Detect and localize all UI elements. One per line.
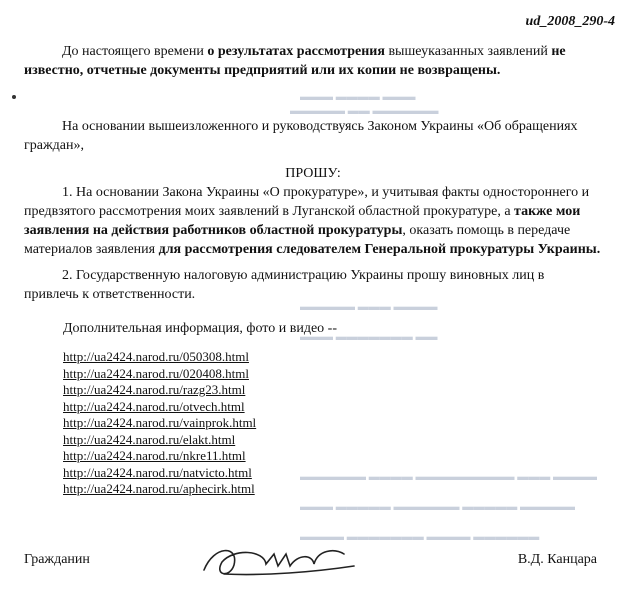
document-id: ud_2008_290-4 [525, 14, 615, 29]
links-list [63, 349, 256, 498]
status-text-1: До настоящего времени [62, 44, 208, 59]
item1-bold-1: также мои заявления на действия работников областной прокуратуры [24, 204, 581, 238]
paragraph-status [24, 42, 599, 80]
link-item[interactable]: http://ua2424.narod.ru/razg23.html [63, 382, 246, 397]
paragraph-basis: На основании вышеизложенного и руководствуясь Законом Украины «Об обращениях граждан», [24, 119, 578, 153]
link-item[interactable]: http://ua2424.narod.ru/nkre11.html [63, 448, 246, 463]
link-item[interactable]: http://ua2424.narod.ru/otvech.html [63, 398, 245, 414]
link-item[interactable]: http://ua2424.narod.ru/vainprok.html [63, 415, 257, 430]
bleed-through-text: ▬▬▬ ▬▬▬▬ ▬▬▬ [300, 91, 416, 103]
bleed-through-text: ▬▬▬▬▬▬ ▬▬▬▬ ▬▬▬▬▬▬▬▬▬ ▬▬▬ ▬▬▬▬ [300, 471, 597, 483]
bleed-through-text: ▬▬▬▬▬ ▬▬ ▬▬▬▬▬▬ [290, 105, 439, 117]
link-item[interactable]: http://ua2424.narod.ru/elakt.html [63, 431, 236, 447]
status-text-2: вышеуказанных заявлений [384, 44, 552, 59]
item1-bold-2: для рассмотрения следователем Генеральной прокуратуры Украины. [158, 242, 601, 257]
bleed-through-text: ▬▬▬ ▬▬▬▬▬ ▬▬▬▬▬▬ ▬▬▬▬▬ ▬▬▬▬▬ [300, 501, 575, 513]
scan-speck [12, 95, 16, 99]
signer-title: Гражданин [24, 552, 90, 567]
bleed-through-text: ▬▬▬▬ ▬▬▬▬▬▬▬ ▬▬▬▬ ▬▬▬▬▬▬ [300, 531, 540, 543]
bleed-through-text: ▬▬▬ ▬▬▬▬▬▬▬ ▬▬ [300, 331, 438, 343]
request-heading: ПРОШУ: [285, 166, 341, 181]
status-bold-2: не известно, отчетные документы предприятий или их копии не возвращены. [24, 44, 566, 78]
request-item-2: 2. Государственную налоговую администрацию Украины прошу виновных лиц в привлечь к ответственности. [24, 268, 545, 302]
item1-text-2: , оказать помощь в передаче материалов заявления [24, 223, 571, 257]
signer-name: В.Д. Канцара [517, 552, 597, 567]
info-heading: Дополнительная информация, фото и видео -- [63, 321, 337, 336]
link-item[interactable]: http://ua2424.narod.ru/aphecirk.html [63, 481, 255, 496]
link-item[interactable]: http://ua2424.narod.ru/natvicto.html [63, 464, 252, 480]
link-item[interactable]: http://ua2424.narod.ru/050308.html [63, 349, 249, 364]
status-bold-1: о результатах рассмотрения [207, 44, 385, 59]
request-item-1 [24, 183, 602, 259]
handwritten-signature [194, 540, 364, 580]
item1-text-1: 1. На основании Закона Украины «О прокуратуре», и учитывая факты одностороннего и предвзятого рассмотрения моих заявлений в Луганской областной прокуратуре, а [24, 185, 590, 219]
bleed-through-text: ▬▬▬▬▬ ▬▬▬ ▬▬▬▬ [300, 301, 438, 313]
link-item[interactable]: http://ua2424.narod.ru/020408.html [63, 365, 249, 381]
